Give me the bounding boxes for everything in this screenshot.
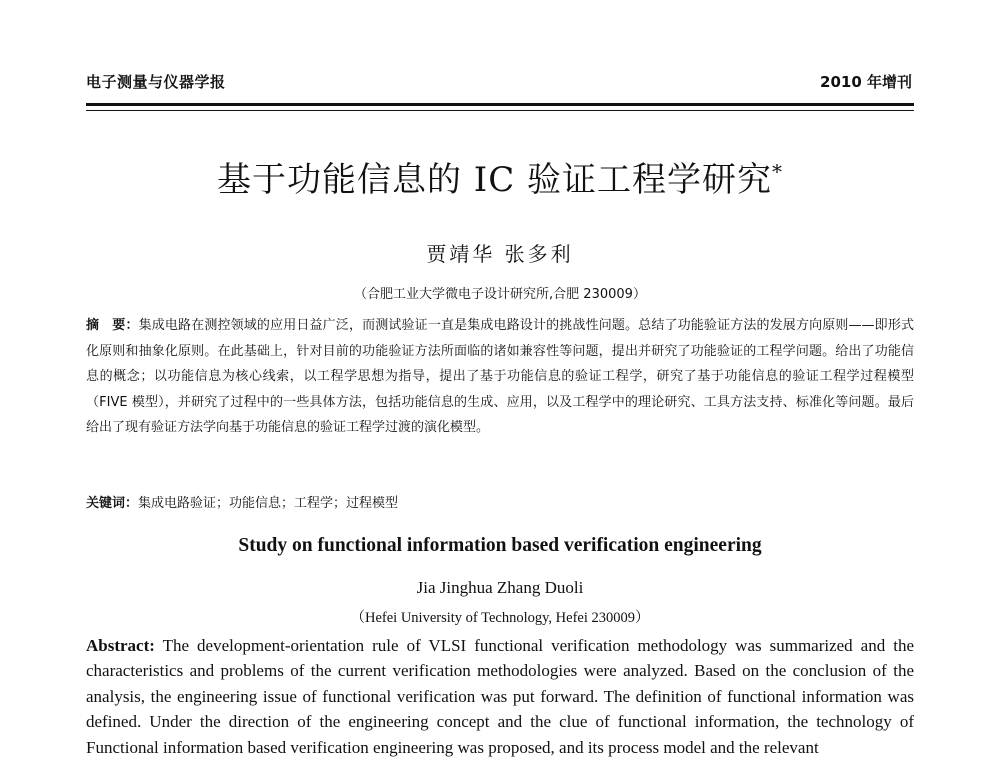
keywords-cn-label: 关键词： xyxy=(86,496,139,511)
paper-title-en: Study on functional information based verification engineering xyxy=(238,535,762,556)
abstract-en-label: Abstract: xyxy=(86,636,155,655)
keywords-cn-text: 集成电路验证；功能信息；工程学；过程模型 xyxy=(138,496,399,511)
keywords-cn xyxy=(86,492,398,511)
issue-label: 2010 年增刊 xyxy=(820,73,912,91)
paper-title-cn-text: 基于功能信息的 IC 验证工程学研究 xyxy=(216,160,773,200)
affiliation-cn: （合肥工业大学微电子设计研究所,合肥 230009） xyxy=(354,287,646,302)
abstract-en-text: The development-orientation rule of VLSI functional verification methodology was summarized and the characteristics and problems of the current verification methodologies were analyzed. Based on the conclusion of the analysis, the engineering issue of functional verification was put forward. The definition of functional information was defined. Under the direction of the engineering concept and the clue of functional information, the technology of Functional information based verification engineering was proposed, and its process model and the relevant xyxy=(86,636,914,757)
journal-name: 电子测量与仪器学报 xyxy=(86,73,226,91)
abstract-en xyxy=(86,633,914,760)
authors-cn: 贾靖华 张多利 xyxy=(426,242,574,266)
title-footnote-mark: * xyxy=(772,159,784,184)
abstract-cn-text: 集成电路在测控领域的应用日益广泛，而测试验证一直是集成电路设计的挑战性问题。总结了功能验证方法的发展方向原则——即形式化原则和抽象化原则。在此基础上，针对目前的功能验证方法所面临的诸如兼容性等问题，提出并研究了功能验证的工程学问题。给出了功能信息的概念；以功能信息为核心线索，以工程学思想为指导，提出了基于功能信息的验证工程学，研究了基于功能信息的验证工程学过程模型（FIVE 模型），并研究了过程中的一些具体方法，包括功能信息的生成、应用，以及工程学中的理论研究、工具方法支持、标准化等问题。最后给出了现有验证方法学向基于功能信息的验证工程学过渡的演化模型。 xyxy=(86,318,914,436)
paper-title-cn xyxy=(0,152,1000,201)
affiliation-en: （Hefei University of Technology, Hefei 230009） xyxy=(350,610,650,626)
authors-en: Jia Jinghua Zhang Duoli xyxy=(416,578,584,597)
header-rule-thin xyxy=(86,110,914,111)
abstract-cn xyxy=(86,313,914,441)
abstract-cn-label: 摘 要： xyxy=(86,318,139,333)
header-rule-thick xyxy=(86,103,914,106)
